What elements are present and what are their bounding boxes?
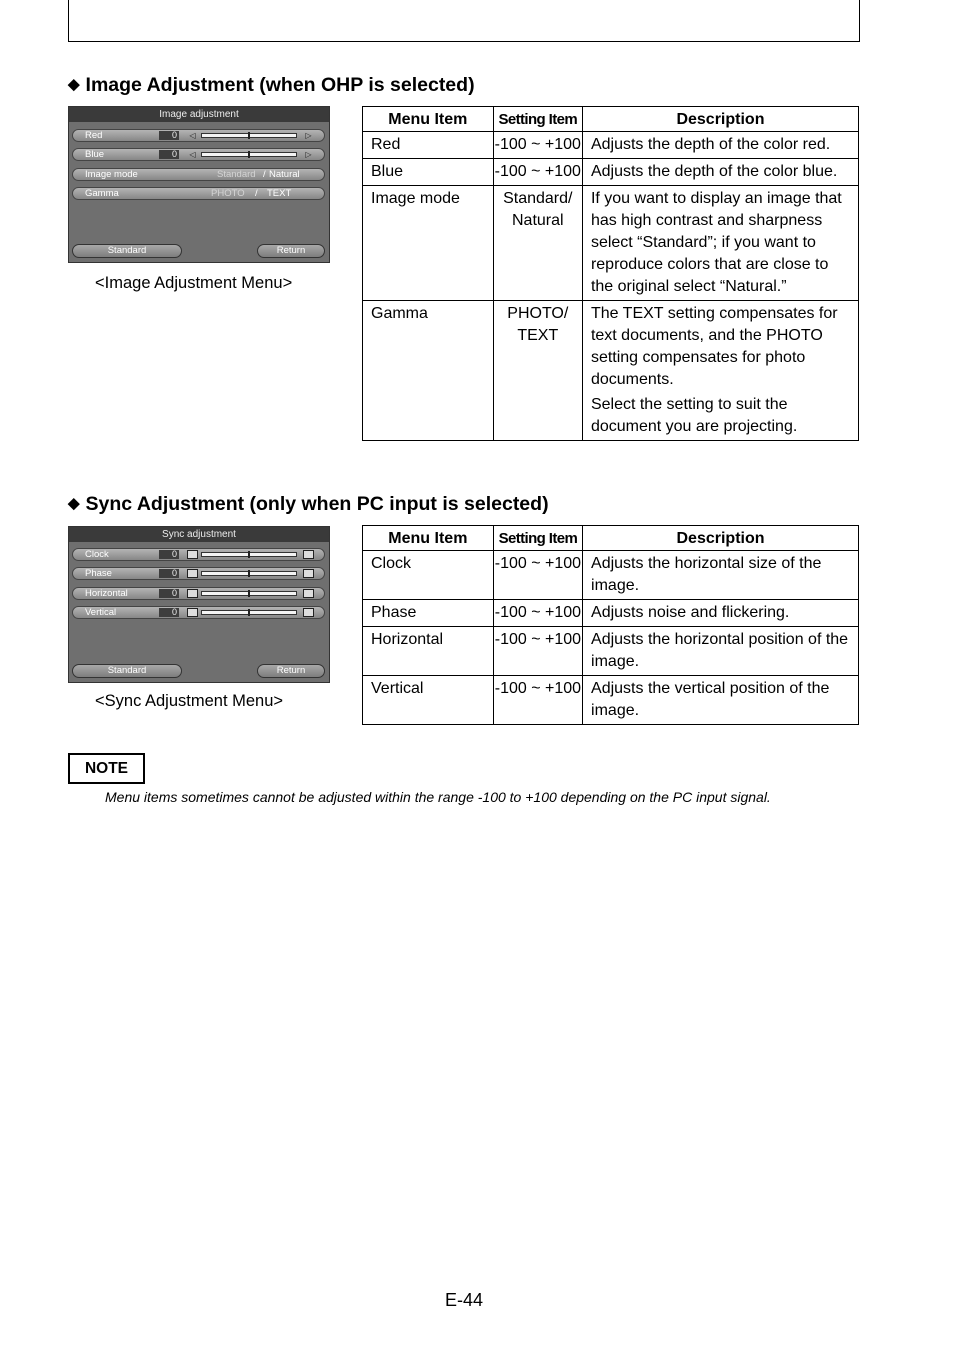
page-number: E-44 bbox=[445, 1290, 484, 1310]
cell-item: Vertical bbox=[363, 676, 494, 725]
move-left-icon bbox=[187, 589, 198, 598]
decrease-icon: ◁ bbox=[189, 150, 196, 159]
cell-description: If you want to display an image that has high contrast and sharpness select “Standard”; if you want to reproduce colors that are close to the original select “Natural.” bbox=[582, 186, 858, 301]
row-label: Clock bbox=[85, 549, 109, 560]
setting-line: PHOTO/ bbox=[507, 305, 569, 322]
clock-wide-icon bbox=[303, 550, 314, 559]
row-label: Phase bbox=[85, 568, 112, 579]
menu-row-red bbox=[72, 129, 325, 142]
cell-description: Adjusts noise and flickering. bbox=[583, 600, 859, 627]
row-label: Vertical bbox=[85, 607, 117, 618]
image-adjustment-table bbox=[362, 106, 859, 441]
header-setting-item: Setting Item bbox=[493, 107, 582, 132]
move-right-icon bbox=[303, 589, 314, 598]
cell-item: Clock bbox=[363, 551, 494, 600]
sync-adjustment-heading bbox=[68, 493, 549, 516]
header-box bbox=[68, 0, 860, 42]
menu-row-horizontal bbox=[72, 587, 325, 600]
table-row bbox=[363, 676, 859, 725]
row-label: Image mode bbox=[85, 169, 138, 180]
return-button: Return bbox=[257, 244, 325, 258]
cell-setting bbox=[493, 301, 582, 441]
table-row bbox=[363, 186, 859, 301]
description-paragraph: Select the setting to suit the document you are projecting. bbox=[590, 396, 798, 435]
menu-title: Sync adjustment bbox=[69, 527, 329, 542]
menu-row-phase bbox=[72, 567, 325, 580]
cell-setting bbox=[493, 186, 582, 301]
cell-item: Red bbox=[363, 132, 494, 159]
option-separator: / bbox=[263, 169, 266, 180]
cell-description bbox=[582, 301, 858, 441]
row-label: Red bbox=[85, 130, 103, 141]
row-value: 0 bbox=[159, 550, 179, 559]
decrease-icon: ◁ bbox=[189, 131, 196, 140]
cell-setting: -100 ~ +100 bbox=[493, 132, 582, 159]
row-value: 0 bbox=[159, 569, 179, 578]
description-paragraph: The TEXT setting compensates for text documents, and the PHOTO setting compensates for photo documents. bbox=[590, 305, 838, 388]
sync-adjustment-table bbox=[362, 525, 859, 725]
menu-row-blue bbox=[72, 148, 325, 161]
cell-description: Adjusts the horizontal position of the image. bbox=[583, 627, 859, 676]
slider-bar bbox=[201, 552, 297, 557]
slider-marker bbox=[248, 609, 250, 616]
slider-bar bbox=[201, 571, 297, 576]
cell-description: Adjusts the horizontal size of the image. bbox=[583, 551, 859, 600]
increase-icon: ▷ bbox=[305, 131, 312, 140]
diamond-bullet-icon: ◆ bbox=[68, 495, 80, 512]
option-text: TEXT bbox=[267, 188, 292, 199]
header-menu-item: Menu Item bbox=[363, 107, 494, 132]
row-value: 0 bbox=[159, 150, 179, 159]
slider-bar bbox=[201, 591, 297, 596]
header-description: Description bbox=[582, 107, 858, 132]
cell-description: Adjusts the vertical position of the image. bbox=[583, 676, 859, 725]
slider-marker bbox=[248, 570, 250, 577]
diamond-bullet-icon: ◆ bbox=[68, 76, 80, 93]
heading-text: Sync Adjustment (only when PC input is selected) bbox=[85, 493, 549, 515]
image-adjustment-heading bbox=[68, 74, 475, 97]
setting-line: Standard/ bbox=[503, 190, 573, 207]
table-row bbox=[363, 301, 859, 441]
row-label: Blue bbox=[85, 149, 105, 160]
table-row bbox=[363, 600, 859, 627]
return-button: Return bbox=[257, 664, 325, 678]
cell-setting: -100 ~ +100 bbox=[493, 600, 582, 627]
move-down-icon bbox=[187, 608, 198, 617]
menu-row-clock bbox=[72, 548, 325, 561]
table-row bbox=[363, 132, 859, 159]
table-header-row bbox=[363, 526, 859, 551]
table-row bbox=[363, 159, 859, 186]
header-menu-item: Menu Item bbox=[363, 526, 494, 551]
standard-button: Standard bbox=[72, 664, 182, 678]
row-label: Horizontal bbox=[85, 588, 128, 599]
row-label: Gamma bbox=[85, 188, 119, 199]
cell-setting: -100 ~ +100 bbox=[493, 676, 582, 725]
cell-item: Phase bbox=[363, 600, 494, 627]
note-label: NOTE bbox=[68, 753, 145, 784]
setting-line: TEXT bbox=[517, 327, 559, 344]
clock-narrow-icon bbox=[187, 550, 198, 559]
option-photo: PHOTO bbox=[211, 188, 245, 199]
move-up-icon bbox=[303, 608, 314, 617]
menu-row-gamma bbox=[72, 187, 325, 200]
sync-adjustment-menu-screenshot bbox=[68, 526, 330, 683]
row-value: 0 bbox=[159, 589, 179, 598]
heading-text: Image Adjustment (when OHP is selected) bbox=[85, 74, 475, 96]
cell-item: Blue bbox=[363, 159, 494, 186]
cell-setting: -100 ~ +100 bbox=[493, 551, 582, 600]
menu-title: Image adjustment bbox=[69, 107, 329, 122]
cell-setting: -100 ~ +100 bbox=[493, 159, 582, 186]
row-value: 0 bbox=[159, 131, 179, 140]
slider-bar bbox=[201, 610, 297, 615]
option-standard: Standard bbox=[217, 169, 256, 180]
cell-description: Adjusts the depth of the color blue. bbox=[582, 159, 858, 186]
header-description: Description bbox=[583, 526, 859, 551]
table-row bbox=[363, 627, 859, 676]
image-adjustment-menu-screenshot bbox=[68, 106, 330, 263]
cell-item: Horizontal bbox=[363, 627, 494, 676]
cell-description: Adjusts the depth of the color red. bbox=[582, 132, 858, 159]
option-separator: / bbox=[255, 188, 258, 199]
setting-line: Natural bbox=[512, 212, 564, 229]
slider-marker bbox=[248, 551, 250, 558]
table-row bbox=[363, 551, 859, 600]
slider-marker bbox=[248, 132, 250, 139]
standard-button: Standard bbox=[72, 244, 182, 258]
increase-icon: ▷ bbox=[305, 150, 312, 159]
menu-row-vertical bbox=[72, 606, 325, 619]
cell-setting: -100 ~ +100 bbox=[493, 627, 582, 676]
cell-item: Image mode bbox=[363, 186, 494, 301]
cell-item: Gamma bbox=[363, 301, 494, 441]
table-header-row bbox=[363, 107, 859, 132]
phase-plus-icon bbox=[303, 569, 314, 578]
row-value: 0 bbox=[159, 608, 179, 617]
option-natural: Natural bbox=[269, 169, 300, 180]
note-text: Menu items sometimes cannot be adjusted within the range -100 to +100 depending on the PC input signal. bbox=[105, 789, 771, 805]
sync-menu-caption: <Sync Adjustment Menu> bbox=[95, 692, 284, 710]
slider-marker bbox=[248, 590, 250, 597]
phase-minus-icon bbox=[187, 569, 198, 578]
slider-bar bbox=[201, 152, 297, 157]
slider-marker bbox=[248, 151, 250, 158]
header-setting-item: Setting Item bbox=[493, 526, 582, 551]
slider-bar bbox=[201, 133, 297, 138]
menu-row-image-mode bbox=[72, 168, 325, 181]
image-menu-caption: <Image Adjustment Menu> bbox=[95, 274, 293, 292]
